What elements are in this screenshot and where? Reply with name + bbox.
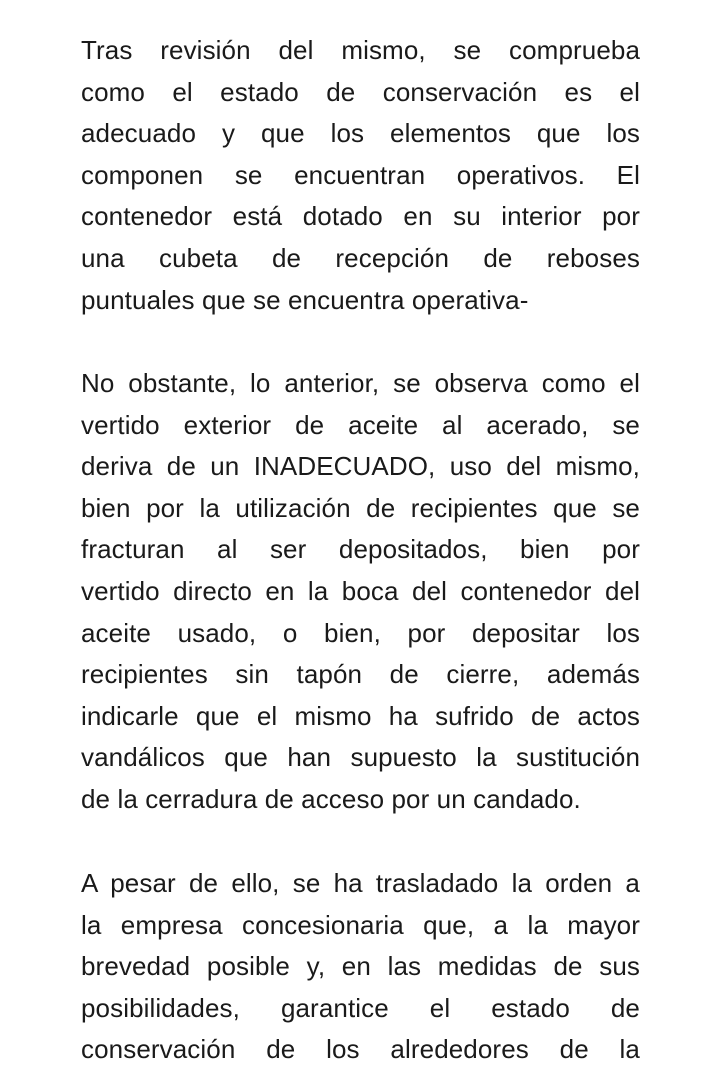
paragraph-line: conservación de los alrededores de la: [81, 1034, 640, 1065]
paragraph-line: aceite usado, o bien, por depositar los: [81, 617, 640, 648]
paragraph-line: vertido exterior de aceite al acerado, se: [81, 409, 640, 440]
paragraph-1: [81, 30, 640, 321]
paragraph-line: Tras revisión del mismo, se comprueba: [81, 35, 640, 65]
paragraph-3: [81, 863, 640, 1071]
paragraph-line: vertido directo en la boca del contenedor del: [81, 575, 640, 606]
paragraph-line: posibilidades, garantice el estado de: [81, 992, 640, 1023]
paragraph-line: A pesar de ello, se ha trasladado la orden a: [81, 868, 640, 898]
paragraph-line: contenedor está dotado en su interior por: [81, 201, 640, 232]
paragraph-line: una cubeta de recepción de reboses: [81, 242, 640, 273]
paragraph-line: deriva de un INADECUADO, uso del mismo,: [81, 451, 640, 482]
paragraph-line: vandálicos que han supuesto la sustitución: [81, 742, 640, 773]
paragraph-line: adecuado y que los elementos que los: [81, 118, 640, 149]
paragraph-line: como el estado de conservación es el: [81, 76, 640, 107]
paragraph-line: indicarle que el mismo ha sufrido de actos: [81, 700, 640, 731]
paragraph-line: de la cerradura de acceso por un candado.: [81, 783, 581, 814]
paragraph-line: bien por la utilización de recipientes que se: [81, 492, 640, 523]
paragraph-line: la empresa concesionaria que, a la mayor: [81, 909, 640, 940]
paragraph-line: brevedad posible y, en las medidas de sus: [81, 951, 640, 982]
paragraph-line: puntuales que se encuentra operativa-: [81, 284, 529, 315]
paragraph-2: [81, 363, 640, 821]
paragraph-line: componen se encuentran operativos. El: [81, 159, 640, 190]
paragraph-line: recipientes sin tapón de cierre, además: [81, 659, 640, 690]
paragraph-line: No obstante, lo anterior, se observa como el: [81, 368, 640, 398]
paragraph-line: fracturan al ser depositados, bien por: [81, 534, 640, 565]
